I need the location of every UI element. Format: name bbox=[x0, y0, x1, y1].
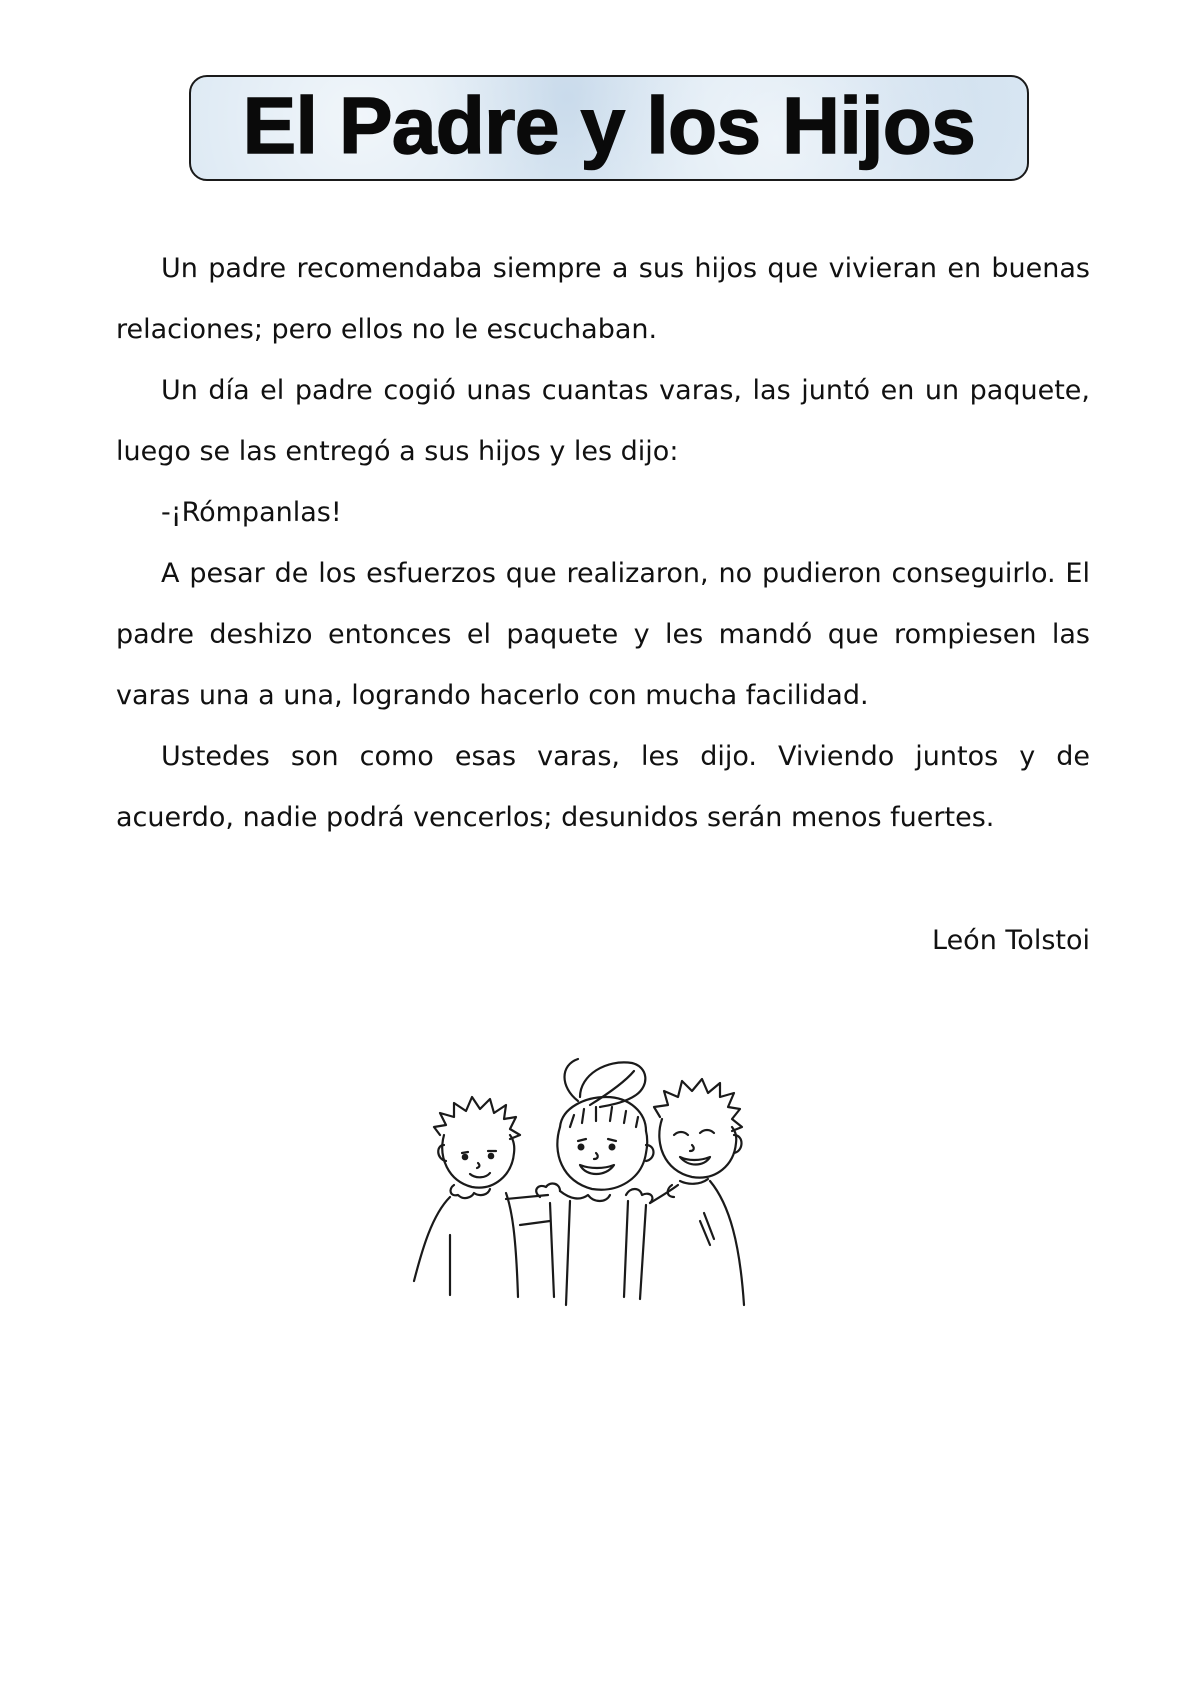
author-signature: León Tolstoi bbox=[932, 925, 1090, 956]
right-child-figure bbox=[650, 1079, 744, 1305]
story-paragraph-2: Un día el padre cogió unas cuantas varas, las juntó en un paquete, luego se las entregó a sus hijos y les dijo: bbox=[116, 375, 1090, 467]
page-title: El Padre y los Hijos bbox=[242, 81, 976, 170]
story-paragraph-3: -¡Rómpanlas! bbox=[161, 497, 342, 528]
middle-child-figure bbox=[536, 1059, 653, 1305]
three-children-illustration bbox=[410, 1035, 800, 1310]
left-child-figure bbox=[414, 1097, 550, 1297]
story-paragraph-5: Ustedes son como esas varas, les dijo. Viviendo juntos y de acuerdo, nadie podrá vencerlos; desunidos serán menos fuertes. bbox=[116, 741, 1090, 833]
story-paragraph-4: A pesar de los esfuerzos que realizaron, no pudieron conseguirlo. El padre deshizo entonces el paquete y les mandó que rompiesen las varas una a una, logrando hacerlo con mucha facilidad. bbox=[116, 558, 1090, 711]
story-paragraph-1: Un padre recomendaba siempre a sus hijos que vivieran en buenas relaciones; pero ellos no le escuchaban. bbox=[116, 253, 1090, 345]
story-body bbox=[116, 238, 1090, 848]
title-banner bbox=[189, 75, 1029, 181]
